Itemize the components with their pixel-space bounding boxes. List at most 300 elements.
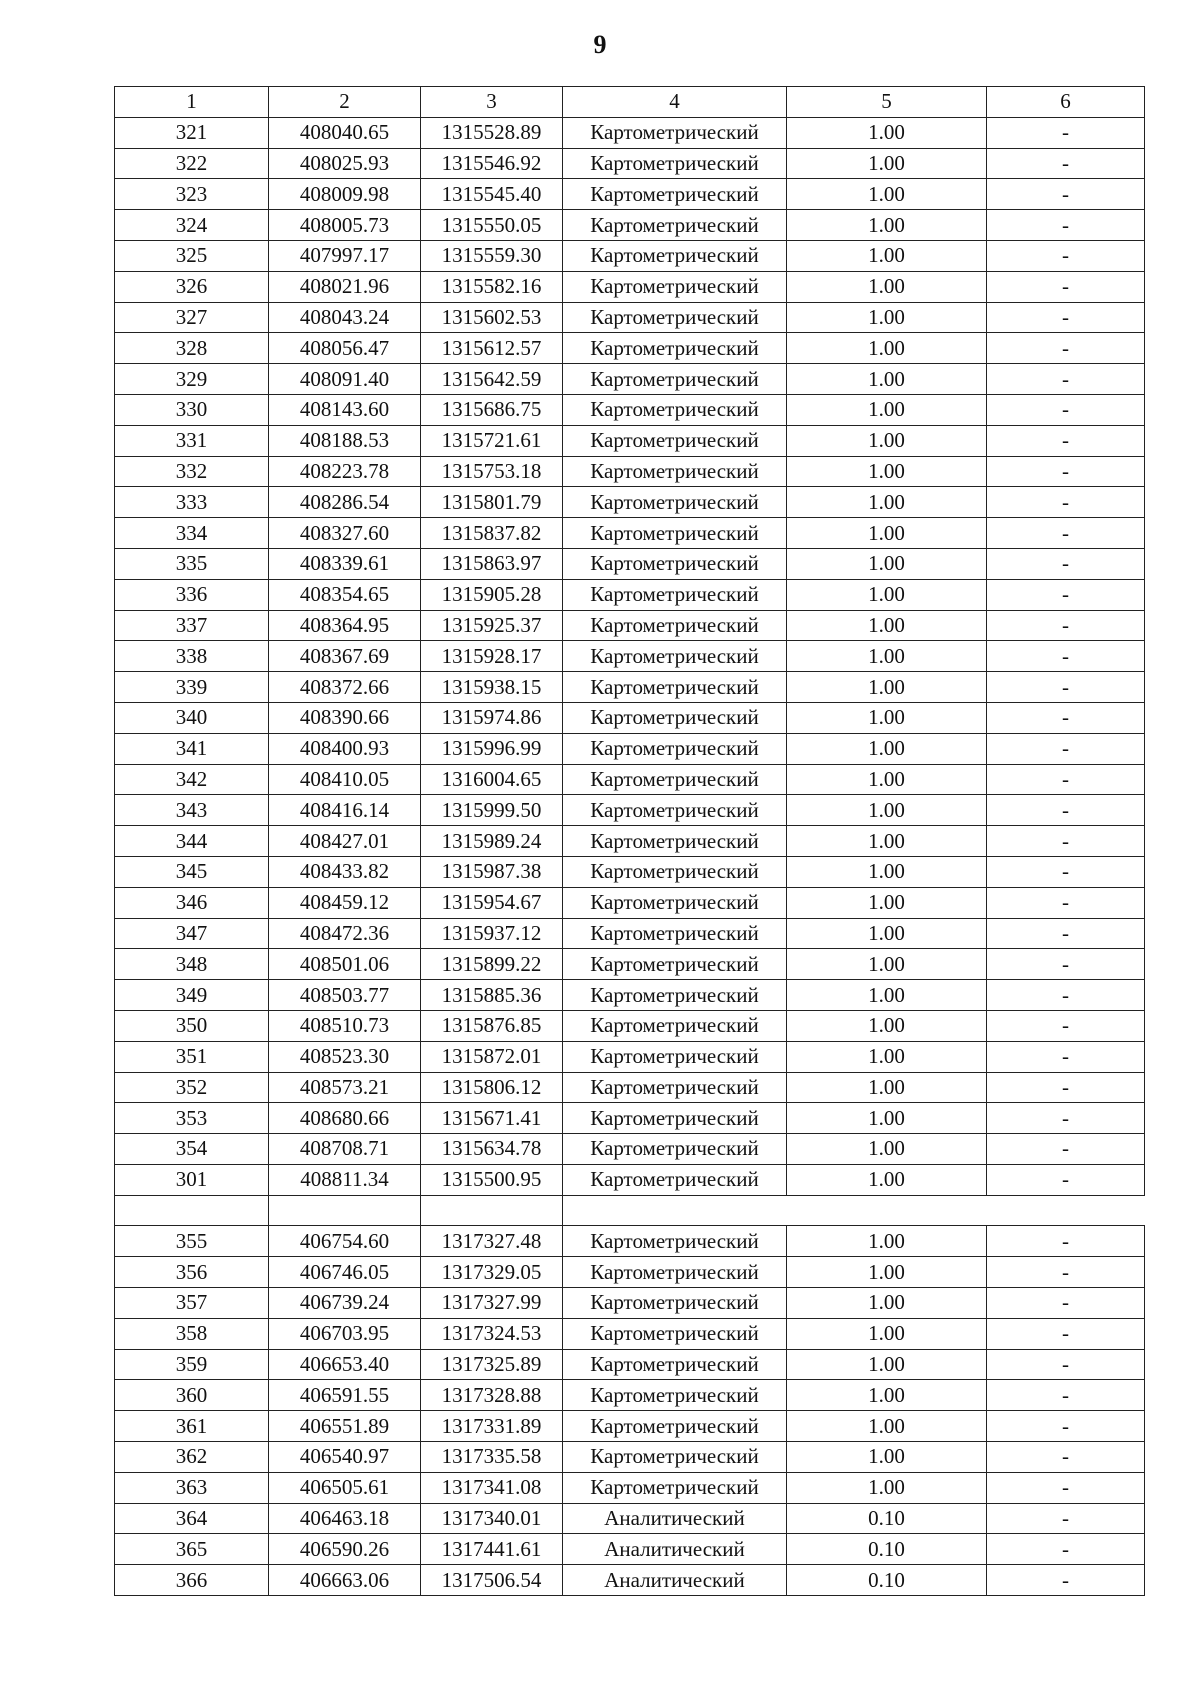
- table-cell: -: [987, 394, 1145, 425]
- table-cell: Картометрический: [563, 579, 787, 610]
- table-cell: Картометрический: [563, 1380, 787, 1411]
- table-cell: 340: [115, 702, 269, 733]
- table-cell: Картометрический: [563, 733, 787, 764]
- table-row: [115, 518, 1145, 549]
- table-cell: -: [987, 1534, 1145, 1565]
- table-cell: 1315582.16: [421, 271, 563, 302]
- table-row: [115, 610, 1145, 641]
- table-cell: 337: [115, 610, 269, 641]
- table-cell: 1.00: [787, 1442, 987, 1473]
- table-cell: 1315999.50: [421, 795, 563, 826]
- table-cell: 1.00: [787, 764, 987, 795]
- table-cell: Картометрический: [563, 518, 787, 549]
- table-cell: 325: [115, 240, 269, 271]
- table-cell: 362: [115, 1442, 269, 1473]
- table-cell: Картометрический: [563, 271, 787, 302]
- table-row: [115, 702, 1145, 733]
- table-cell: 1315937.12: [421, 918, 563, 949]
- table-cell: Картометрический: [563, 887, 787, 918]
- table-cell: 408143.60: [269, 394, 421, 425]
- table-row: [115, 1164, 1145, 1195]
- table-cell: Картометрический: [563, 548, 787, 579]
- table-cell: -: [987, 856, 1145, 887]
- table-cell: 1315925.37: [421, 610, 563, 641]
- table-cell: 1315801.79: [421, 487, 563, 518]
- table-cell: 1.00: [787, 117, 987, 148]
- table-cell: 1315885.36: [421, 980, 563, 1011]
- table-cell: -: [987, 456, 1145, 487]
- table-cell: 339: [115, 672, 269, 703]
- table-cell: 1315806.12: [421, 1072, 563, 1103]
- table-cell: 1315753.18: [421, 456, 563, 487]
- table-cell: 0.10: [787, 1565, 987, 1596]
- table-row: [115, 949, 1145, 980]
- table-cell: 1315500.95: [421, 1164, 563, 1195]
- table-cell: Картометрический: [563, 980, 787, 1011]
- table-cell: Аналитический: [563, 1534, 787, 1565]
- table-cell: -: [987, 1072, 1145, 1103]
- table-cell: -: [987, 795, 1145, 826]
- table-cell: 1316004.65: [421, 764, 563, 795]
- table-row: [115, 271, 1145, 302]
- table-cell: 1.00: [787, 148, 987, 179]
- table-row: [115, 394, 1145, 425]
- table-row: [115, 856, 1145, 887]
- table-cell: -: [987, 949, 1145, 980]
- table-cell: 408327.60: [269, 518, 421, 549]
- table-cell: -: [987, 733, 1145, 764]
- table-cell: Картометрический: [563, 856, 787, 887]
- table-cell: 1.00: [787, 1103, 987, 1134]
- table-cell: 1315974.86: [421, 702, 563, 733]
- table-cell: 331: [115, 425, 269, 456]
- table-cell: 1.00: [787, 210, 987, 241]
- table-row: [115, 548, 1145, 579]
- table-cell: 1315987.38: [421, 856, 563, 887]
- table-cell: 353: [115, 1103, 269, 1134]
- table-cell: -: [987, 1226, 1145, 1257]
- table-cell: Картометрический: [563, 1226, 787, 1257]
- table-gap: [115, 1195, 1145, 1226]
- table-row: [115, 1134, 1145, 1165]
- table-cell: -: [987, 1411, 1145, 1442]
- table-cell: 408523.30: [269, 1041, 421, 1072]
- table-cell: 1.00: [787, 980, 987, 1011]
- table-cell: 327: [115, 302, 269, 333]
- table-row: [115, 1565, 1145, 1596]
- table-cell: Картометрический: [563, 487, 787, 518]
- table-cell: 408021.96: [269, 271, 421, 302]
- table-cell: 364: [115, 1503, 269, 1534]
- table-cell: 346: [115, 887, 269, 918]
- table-cell: -: [987, 333, 1145, 364]
- table-cell: -: [987, 1103, 1145, 1134]
- table-cell: 1317325.89: [421, 1349, 563, 1380]
- table-cell: -: [987, 1380, 1145, 1411]
- table-cell: 408472.36: [269, 918, 421, 949]
- table-cell: -: [987, 918, 1145, 949]
- table-cell: Картометрический: [563, 1072, 787, 1103]
- table-cell: 1.00: [787, 1472, 987, 1503]
- table-cell: 344: [115, 826, 269, 857]
- table-cell: 1317327.48: [421, 1226, 563, 1257]
- table-cell: Картометрический: [563, 641, 787, 672]
- table-cell: 333: [115, 487, 269, 518]
- table-cell: 356: [115, 1257, 269, 1288]
- table-cell: 408043.24: [269, 302, 421, 333]
- table-cell: -: [987, 548, 1145, 579]
- table-cell: -: [987, 518, 1145, 549]
- coordinates-table: [114, 86, 1145, 1596]
- table-cell: 1.00: [787, 795, 987, 826]
- table-row: [115, 1072, 1145, 1103]
- table-cell: 1.00: [787, 641, 987, 672]
- table-cell: -: [987, 1257, 1145, 1288]
- table-cell: Картометрический: [563, 1103, 787, 1134]
- table-cell: 408416.14: [269, 795, 421, 826]
- column-header: 3: [421, 87, 563, 118]
- table-cell: 341: [115, 733, 269, 764]
- table-cell: 1315612.57: [421, 333, 563, 364]
- table-cell: 1.00: [787, 179, 987, 210]
- table-cell: 408680.66: [269, 1103, 421, 1134]
- column-header: 1: [115, 87, 269, 118]
- table-cell: 1.00: [787, 425, 987, 456]
- table-cell: 406463.18: [269, 1503, 421, 1534]
- table-cell: 1315602.53: [421, 302, 563, 333]
- table-cell: 1.00: [787, 1411, 987, 1442]
- table-cell: 357: [115, 1288, 269, 1319]
- table-cell: 0.10: [787, 1534, 987, 1565]
- column-header: 6: [987, 87, 1145, 118]
- table-row: [115, 579, 1145, 610]
- table-cell: 1.00: [787, 518, 987, 549]
- table-cell: 301: [115, 1164, 269, 1195]
- table-cell: 328: [115, 333, 269, 364]
- table-cell: Картометрический: [563, 1134, 787, 1165]
- table-cell: 1317506.54: [421, 1565, 563, 1596]
- table-cell: 1.00: [787, 456, 987, 487]
- table-row: [115, 1257, 1145, 1288]
- table-row: [115, 456, 1145, 487]
- table-cell: Картометрический: [563, 1041, 787, 1072]
- table-cell: 1315837.82: [421, 518, 563, 549]
- table-cell: -: [987, 887, 1145, 918]
- table-cell: 1315905.28: [421, 579, 563, 610]
- table-cell: 322: [115, 148, 269, 179]
- table-cell: -: [987, 179, 1145, 210]
- table-cell: 1.00: [787, 548, 987, 579]
- table-cell: 408390.66: [269, 702, 421, 733]
- table-header: [115, 87, 1145, 118]
- table-cell: 408364.95: [269, 610, 421, 641]
- table-cell: Картометрический: [563, 1411, 787, 1442]
- table-cell: Аналитический: [563, 1565, 787, 1596]
- table-cell: 1.00: [787, 918, 987, 949]
- table-cell: 1.00: [787, 1226, 987, 1257]
- table-row: [115, 425, 1145, 456]
- table-cell: 407997.17: [269, 240, 421, 271]
- table-cell: 1317329.05: [421, 1257, 563, 1288]
- table-cell: 336: [115, 579, 269, 610]
- table-row: [115, 1534, 1145, 1565]
- table-cell: 334: [115, 518, 269, 549]
- table-cell: 1.00: [787, 1288, 987, 1319]
- table-row: [115, 210, 1145, 241]
- table-row: [115, 1380, 1145, 1411]
- table-cell: 1.00: [787, 856, 987, 887]
- table-cell: 1.00: [787, 1164, 987, 1195]
- table-cell: -: [987, 271, 1145, 302]
- table-row: [115, 1288, 1145, 1319]
- table-cell: 1317331.89: [421, 1411, 563, 1442]
- table-cell: 1315863.97: [421, 548, 563, 579]
- table-cell: 335: [115, 548, 269, 579]
- table-cell: Картометрический: [563, 333, 787, 364]
- table-cell: 1.00: [787, 302, 987, 333]
- table-cell: 330: [115, 394, 269, 425]
- table-cell: 408573.21: [269, 1072, 421, 1103]
- table-row: [115, 148, 1145, 179]
- table-row: [115, 179, 1145, 210]
- table-row: [115, 1503, 1145, 1534]
- table-body-second: [115, 1226, 1145, 1596]
- table-cell: 406590.26: [269, 1534, 421, 1565]
- table-cell: Картометрический: [563, 1288, 787, 1319]
- table-cell: Картометрический: [563, 949, 787, 980]
- table-row: [115, 641, 1145, 672]
- table-cell: 408354.65: [269, 579, 421, 610]
- table-cell: 406551.89: [269, 1411, 421, 1442]
- table-cell: 1315545.40: [421, 179, 563, 210]
- table-row: [115, 1442, 1145, 1473]
- table-cell: 358: [115, 1318, 269, 1349]
- table-cell: 408223.78: [269, 456, 421, 487]
- table-cell: 1.00: [787, 949, 987, 980]
- table-cell: 363: [115, 1472, 269, 1503]
- table-cell: Картометрический: [563, 1257, 787, 1288]
- table-cell: 1317441.61: [421, 1534, 563, 1565]
- table-row: [115, 1103, 1145, 1134]
- table-cell: 406540.97: [269, 1442, 421, 1473]
- table-cell: Картометрический: [563, 425, 787, 456]
- table-cell: 1317324.53: [421, 1318, 563, 1349]
- table-cell: 332: [115, 456, 269, 487]
- table-cell: 406663.06: [269, 1565, 421, 1596]
- table-cell: -: [987, 1442, 1145, 1473]
- table-cell: 1.00: [787, 1010, 987, 1041]
- table-row: [115, 302, 1145, 333]
- table-cell: 408503.77: [269, 980, 421, 1011]
- table-cell: 406739.24: [269, 1288, 421, 1319]
- table-cell: 406754.60: [269, 1226, 421, 1257]
- table-row: [115, 733, 1145, 764]
- table-cell: 1.00: [787, 672, 987, 703]
- table-cell: 1315938.15: [421, 672, 563, 703]
- table-cell: 1315642.59: [421, 364, 563, 395]
- table-cell: 1.00: [787, 1380, 987, 1411]
- table-cell: 408811.34: [269, 1164, 421, 1195]
- table-cell: 408040.65: [269, 117, 421, 148]
- table-cell: 1317341.08: [421, 1472, 563, 1503]
- table-cell: 354: [115, 1134, 269, 1165]
- table-cell: 324: [115, 210, 269, 241]
- column-header: 4: [563, 87, 787, 118]
- table-cell: 0.10: [787, 1503, 987, 1534]
- table-cell: 1.00: [787, 702, 987, 733]
- table-cell: -: [987, 1503, 1145, 1534]
- table-cell: 1.00: [787, 240, 987, 271]
- table-cell: Картометрический: [563, 179, 787, 210]
- table-cell: 406653.40: [269, 1349, 421, 1380]
- table-cell: -: [987, 117, 1145, 148]
- table-cell: 1315550.05: [421, 210, 563, 241]
- table-cell: 408427.01: [269, 826, 421, 857]
- table-cell: 406746.05: [269, 1257, 421, 1288]
- table-cell: -: [987, 240, 1145, 271]
- table-cell: Картометрический: [563, 918, 787, 949]
- table-cell: -: [987, 1041, 1145, 1072]
- table-cell: 1.00: [787, 579, 987, 610]
- table-cell: 1.00: [787, 1318, 987, 1349]
- table-cell: 1315954.67: [421, 887, 563, 918]
- empty-cell: [563, 1195, 1145, 1226]
- table-cell: 406505.61: [269, 1472, 421, 1503]
- table-row: [115, 1318, 1145, 1349]
- table-cell: 408459.12: [269, 887, 421, 918]
- table-row: [115, 1472, 1145, 1503]
- table-cell: -: [987, 487, 1145, 518]
- table-row: [115, 487, 1145, 518]
- table-cell: 1315996.99: [421, 733, 563, 764]
- table-row: [115, 980, 1145, 1011]
- table-cell: 1.00: [787, 333, 987, 364]
- table-cell: 343: [115, 795, 269, 826]
- table-cell: 1.00: [787, 826, 987, 857]
- table-cell: Картометрический: [563, 1472, 787, 1503]
- table-cell: 351: [115, 1041, 269, 1072]
- table-cell: -: [987, 641, 1145, 672]
- table-cell: 1317328.88: [421, 1380, 563, 1411]
- table-cell: 342: [115, 764, 269, 795]
- table-cell: Картометрический: [563, 1010, 787, 1041]
- table-cell: 1315899.22: [421, 949, 563, 980]
- table-cell: -: [987, 1134, 1145, 1165]
- table-cell: 1.00: [787, 1041, 987, 1072]
- table-cell: Картометрический: [563, 1442, 787, 1473]
- table-cell: -: [987, 1164, 1145, 1195]
- table-cell: 1315546.92: [421, 148, 563, 179]
- table-row: [115, 887, 1145, 918]
- table-cell: 1315721.61: [421, 425, 563, 456]
- table-cell: 1.00: [787, 1257, 987, 1288]
- table-cell: 1317340.01: [421, 1503, 563, 1534]
- table-cell: 406703.95: [269, 1318, 421, 1349]
- table-cell: Картометрический: [563, 1349, 787, 1380]
- table-cell: 329: [115, 364, 269, 395]
- table-cell: 408400.93: [269, 733, 421, 764]
- table-cell: 338: [115, 641, 269, 672]
- table-cell: 1.00: [787, 610, 987, 641]
- table-cell: 1.00: [787, 1134, 987, 1165]
- column-header: 5: [787, 87, 987, 118]
- table-cell: 1315528.89: [421, 117, 563, 148]
- table-row: [115, 1411, 1145, 1442]
- table-cell: Картометрический: [563, 117, 787, 148]
- table-cell: -: [987, 210, 1145, 241]
- table-cell: -: [987, 579, 1145, 610]
- table-cell: Картометрический: [563, 826, 787, 857]
- table-cell: -: [987, 425, 1145, 456]
- table-cell: Картометрический: [563, 1164, 787, 1195]
- table-cell: Картометрический: [563, 764, 787, 795]
- table-cell: 1315559.30: [421, 240, 563, 271]
- table-cell: 1315634.78: [421, 1134, 563, 1165]
- header-row: [115, 87, 1145, 118]
- table-body: [115, 117, 1145, 1195]
- table-cell: Аналитический: [563, 1503, 787, 1534]
- table-row: [115, 117, 1145, 148]
- table-cell: -: [987, 1010, 1145, 1041]
- table-cell: -: [987, 1565, 1145, 1596]
- table-cell: Картометрический: [563, 210, 787, 241]
- table-row: [115, 918, 1145, 949]
- table-row: [115, 1349, 1145, 1380]
- table-cell: Картометрический: [563, 240, 787, 271]
- table-cell: 1315989.24: [421, 826, 563, 857]
- table-cell: 1315686.75: [421, 394, 563, 425]
- table-cell: 350: [115, 1010, 269, 1041]
- table-cell: Картометрический: [563, 795, 787, 826]
- table-cell: 349: [115, 980, 269, 1011]
- table-cell: 1.00: [787, 271, 987, 302]
- table-cell: 1315872.01: [421, 1041, 563, 1072]
- table-cell: 408005.73: [269, 210, 421, 241]
- table-cell: 1317335.58: [421, 1442, 563, 1473]
- table-row: [115, 672, 1145, 703]
- page-number: 9: [593, 30, 607, 59]
- gap-row: [115, 1195, 1145, 1226]
- table-cell: 348: [115, 949, 269, 980]
- table-cell: 408410.05: [269, 764, 421, 795]
- table-cell: 408510.73: [269, 1010, 421, 1041]
- table-cell: -: [987, 364, 1145, 395]
- table-cell: 1.00: [787, 364, 987, 395]
- table-cell: 408501.06: [269, 949, 421, 980]
- table-cell: 323: [115, 179, 269, 210]
- table-cell: Картометрический: [563, 610, 787, 641]
- table-row: [115, 1041, 1145, 1072]
- table-cell: -: [987, 148, 1145, 179]
- table-cell: 361: [115, 1411, 269, 1442]
- table-cell: 408188.53: [269, 425, 421, 456]
- table-row: [115, 764, 1145, 795]
- table-cell: -: [987, 1349, 1145, 1380]
- table-cell: 408372.66: [269, 672, 421, 703]
- table-cell: Картометрический: [563, 394, 787, 425]
- table-row: [115, 240, 1145, 271]
- table-cell: 326: [115, 271, 269, 302]
- table-row: [115, 826, 1145, 857]
- table-cell: 1.00: [787, 487, 987, 518]
- table-cell: 365: [115, 1534, 269, 1565]
- table-cell: Картометрический: [563, 672, 787, 703]
- table-cell: -: [987, 826, 1145, 857]
- table-cell: 366: [115, 1565, 269, 1596]
- table-cell: 408433.82: [269, 856, 421, 887]
- table-row: [115, 364, 1145, 395]
- table-cell: -: [987, 1472, 1145, 1503]
